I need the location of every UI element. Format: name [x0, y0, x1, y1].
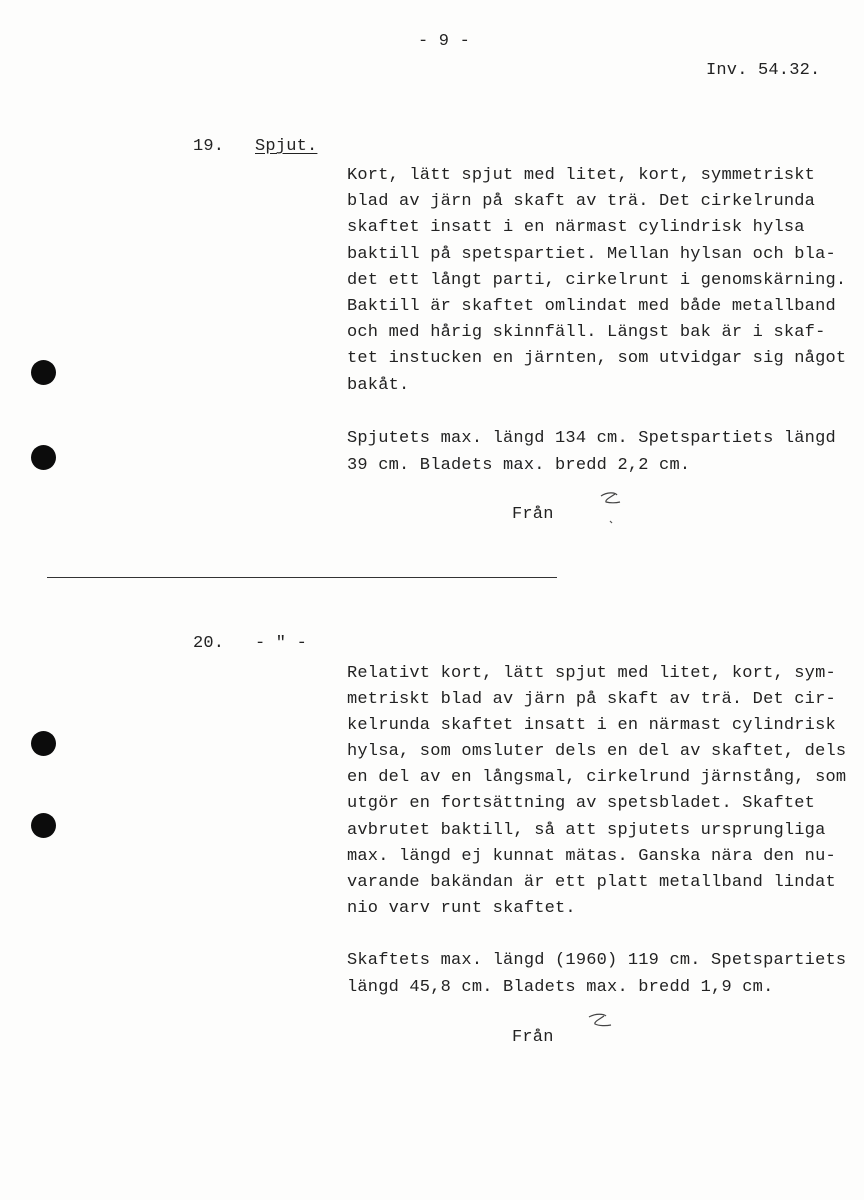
handwritten-mark [598, 490, 624, 530]
entry-measurements: Skaftets max. längd (1960) 119 cm. Spetspartiets längd 45,8 cm. Bladets max. bredd 1,9 cm. [347, 951, 847, 997]
entry-provenance-label: Från [512, 1028, 554, 1047]
punch-hole [31, 445, 56, 470]
entry-title: - " - [255, 634, 308, 653]
entry-number: 19. [193, 137, 225, 156]
entry-description: Kort, lätt spjut med litet, kort, symmetriskt blad av järn på skaft av trä. Det cirkelrunda skaftet insatt i en närmast cylindrisk hylsa baktill på spetspartiet. Mellan hylsan och bla- det ett långt parti, cirkelrunt i genomskärning. Baktill är skaftet omlindat med både metallband och med hårig skinnfäll. Längst bak är i skaf- tet instucken en järnten, som utvidgar sig något bakåt. [347, 166, 847, 395]
section-divider [47, 577, 557, 578]
punch-hole [31, 813, 56, 838]
entry-description: Relativt kort, lätt spjut med litet, kort, sym- metriskt blad av järn på skaft av trä. Det cir- kelrunda skaftet insatt i en närmast cylindrisk hylsa, som omsluter dels en del av skaftet, dels en del av en långsmal, cirkelrund järnstång, som utgör en fortsättning av spetsbladet. Skaftet avbrutet baktill, så att spjutets ursprungliga max. längd ej kunnat mätas. Ganska nära den nu- varande bakändan är ett platt metallband lindat nio varv runt skaftet. [347, 664, 847, 918]
inventory-number: Inv. 54.32. [706, 61, 821, 80]
handwritten-mark [586, 1012, 616, 1052]
page-number: - 9 - [418, 32, 471, 51]
entry-number: 20. [193, 634, 225, 653]
punch-hole [31, 360, 56, 385]
entry-measurements: Spjutets max. längd 134 cm. Spetspartiets längd 39 cm. Bladets max. bredd 2,2 cm. [347, 429, 836, 475]
entry-provenance-label: Från [512, 505, 554, 524]
punch-hole [31, 731, 56, 756]
entry-title: Spjut. [255, 137, 318, 156]
